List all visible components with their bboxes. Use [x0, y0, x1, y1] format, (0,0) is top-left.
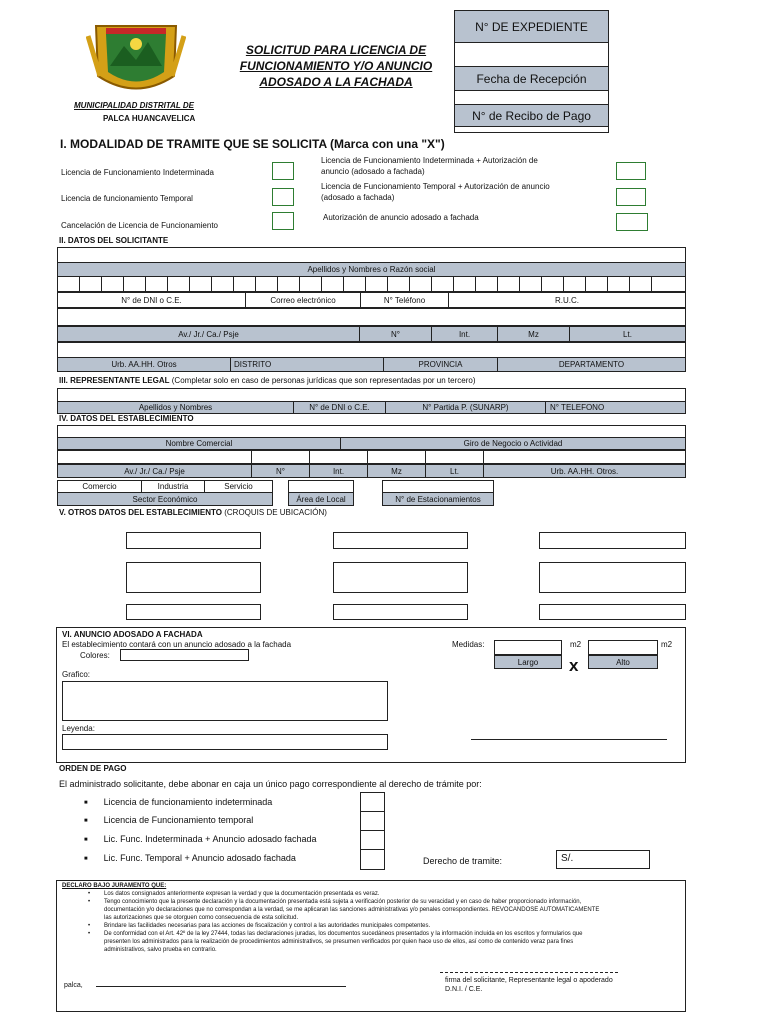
- croquis-box[interactable]: [333, 604, 468, 620]
- section5-title: [59, 508, 327, 517]
- declaration-line: Tengo conocimiento que la presente declaración y la documentación presentada está sujeta a verificación posterior de su veracidad y en caso de haber proporcionado información,: [104, 899, 582, 905]
- option-label: Licencia de funcionamiento Temporal: [61, 194, 193, 203]
- rep-phone-label: N° TELEFONO: [550, 403, 605, 412]
- croquis-box[interactable]: [539, 532, 686, 549]
- est-mz-label: Mz: [368, 465, 426, 477]
- signature-caption-dni: D.N.I. / C.E.: [445, 986, 483, 993]
- payment-item-label: Lic. Func. Indeterminada + Anuncio adosado fachada: [103, 834, 317, 844]
- declaration-line: Brindare las facilidades necesarias para las acciones de fiscalización y control a las autoridades municipales competentes.: [104, 923, 431, 929]
- province-label: PROVINCIA: [384, 358, 498, 371]
- section1-title: I. MODALIDAD DE TRAMITE QUE SE SOLICITA (Marca con una "X"): [60, 137, 445, 151]
- field-cell[interactable]: [58, 451, 252, 463]
- rep-dni-label: N° de DNI o C.E.: [294, 402, 386, 413]
- digit-cell[interactable]: [476, 277, 498, 291]
- bullet: •: [87, 931, 91, 937]
- est-int-label: Int.: [310, 465, 368, 477]
- est-address-label: Av./ Jr./ Ca./ Psje: [58, 465, 252, 477]
- payment-item: [84, 834, 317, 844]
- croquis-box[interactable]: [333, 562, 468, 593]
- section3-heading: III. REPRESENTANTE LEGAL: [59, 376, 170, 385]
- payment-item-label: Licencia de Funcionamiento temporal: [103, 815, 254, 825]
- title-line: FUNCIONAMIENTO Y/O ANUNCIO: [239, 59, 433, 73]
- place-label: palca,: [64, 982, 83, 989]
- num-label: N°: [360, 327, 432, 341]
- field-cell[interactable]: [368, 451, 426, 463]
- sector-comercio[interactable]: Comercio: [58, 481, 142, 492]
- applicant-contact-header: [57, 292, 686, 308]
- municipal-seal: [86, 16, 186, 98]
- digit-cell[interactable]: [256, 277, 278, 291]
- option-label-line: anuncio (adosado a fachada): [321, 167, 425, 176]
- field-cell[interactable]: [426, 451, 484, 463]
- recibo-pago-field[interactable]: [455, 127, 608, 133]
- parking-label-box: [382, 492, 494, 506]
- digit-cell[interactable]: [652, 277, 685, 291]
- digit-cell[interactable]: [388, 277, 410, 291]
- declaration-item: [74, 898, 682, 922]
- area-label-box: [288, 492, 354, 506]
- grafico-field[interactable]: [62, 681, 388, 721]
- bullet: •: [87, 891, 91, 897]
- option-label-line: (adosado a fachada): [321, 193, 395, 202]
- sector-servicio[interactable]: Servicio: [224, 482, 253, 491]
- sector-industria[interactable]: Industria: [142, 481, 205, 492]
- digit-cell[interactable]: [278, 277, 300, 291]
- digit-cell[interactable]: [520, 277, 542, 291]
- colores-label: Colores:: [80, 651, 110, 660]
- section5-note: (CROQUIS DE UBICACIÓN): [224, 508, 327, 517]
- dni-digit-cells[interactable]: [57, 276, 686, 292]
- option-checkbox[interactable]: [616, 188, 646, 206]
- bullet: ■: [84, 799, 88, 806]
- croquis-box[interactable]: [539, 604, 686, 620]
- address-field[interactable]: [57, 308, 686, 326]
- establishment-address-header: [57, 464, 686, 478]
- bullet: •: [87, 923, 91, 929]
- title-line: SOLICITUD PARA LICENCIA DE: [245, 43, 427, 57]
- location-header: [57, 357, 686, 372]
- times-sign: x: [569, 656, 579, 675]
- bullet: ■: [84, 855, 88, 862]
- declaration-item: [74, 890, 682, 898]
- district-label: DISTRITO: [231, 358, 384, 371]
- municipality-name: MUNICIPALIDAD DISTRITAL DE: [74, 101, 194, 110]
- area-label: Área de Local: [296, 494, 346, 504]
- declaration-item: [74, 922, 682, 930]
- croquis-box[interactable]: [126, 532, 261, 549]
- m2-unit: m2: [661, 640, 673, 649]
- payment-checkbox[interactable]: [360, 849, 385, 870]
- rep-header: [57, 401, 686, 414]
- option-label: [321, 155, 538, 177]
- option-checkbox[interactable]: [616, 213, 648, 231]
- signature-line: [440, 972, 618, 973]
- payment-item: [84, 815, 253, 825]
- section5-heading: V. OTROS DATOS DEL ESTABLECIMIENTO: [59, 508, 222, 517]
- digit-cell[interactable]: [212, 277, 234, 291]
- option-checkbox[interactable]: [616, 162, 646, 180]
- department-label: DEPARTAMENTO: [558, 360, 625, 369]
- section4-title: IV. DATOS DEL ESTABLECIMIENTO: [59, 414, 194, 423]
- payment-item: [84, 853, 296, 863]
- option-label-line: Licencia de Funcionamiento Indeterminada + Autorización de: [321, 156, 538, 165]
- sector-label: [57, 492, 273, 506]
- expediente-label: N° DE EXPEDIENTE: [455, 11, 608, 43]
- field-cell[interactable]: [252, 451, 310, 463]
- section3-title: [59, 376, 476, 385]
- croquis-box[interactable]: [126, 604, 261, 620]
- bullet: ■: [84, 817, 88, 824]
- phone-label: N° Teléfono: [361, 293, 449, 307]
- digit-cell[interactable]: [454, 277, 476, 291]
- digit-cell[interactable]: [124, 277, 146, 291]
- croquis-box[interactable]: [126, 562, 261, 593]
- alto-field[interactable]: [588, 640, 658, 655]
- payment-item-label: Licencia de funcionamiento indeterminada: [103, 797, 273, 807]
- option-label: Cancelación de Licencia de Funcionamiento: [61, 221, 218, 230]
- location-field[interactable]: [57, 342, 686, 358]
- est-urb-label: Urb. AA.HH. Otros.: [550, 466, 619, 476]
- digit-cell[interactable]: [168, 277, 190, 291]
- declaration-list: [74, 890, 682, 954]
- mz-label: Mz: [498, 327, 570, 341]
- payment-intro: El administrado solicitante, debe abonar en caja un único pago correspondiente al derecho de trámite por:: [59, 779, 482, 789]
- office-use-box: [454, 10, 609, 133]
- section2-title: II. DATOS DEL SOLICITANTE: [59, 236, 169, 245]
- alto-label: Alto: [616, 657, 630, 667]
- dni-label: N° de DNI o C.E.: [58, 293, 246, 307]
- email-label: Correo electrónico: [246, 293, 361, 307]
- m2-unit: m2: [570, 640, 582, 649]
- leyenda-label: Leyenda:: [62, 724, 95, 733]
- est-num-label: N°: [252, 465, 310, 477]
- recibo-pago-label: N° de Recibo de Pago: [455, 105, 608, 127]
- rep-partida-label: N° Partida P. (SUNARP): [386, 402, 546, 413]
- establishment-header: [57, 437, 686, 450]
- declaration-line: documentación y/o declaraciones que no correspondan a la verdad, se me aplicaran las sanciones administrativas y/o penales correspondientes. REVOCANDOSE AUTOMATICAMENTE: [104, 907, 600, 913]
- colores-field[interactable]: [120, 649, 249, 661]
- digit-cell[interactable]: [300, 277, 322, 291]
- declaration-line: las autorizaciones que se otorguen como consecuencia de esta solicitud.: [104, 915, 299, 921]
- section3-note: (Completar solo en caso de personas jurídicas que son representadas por un tercero): [171, 376, 476, 385]
- digit-cell[interactable]: [146, 277, 168, 291]
- parking-label: N° de Estacionamientos: [395, 494, 481, 504]
- address-label: Av./ Jr./ Ca./ Psje: [58, 327, 360, 341]
- option-checkbox[interactable]: [272, 188, 294, 206]
- medidas-label: Medidas:: [452, 640, 485, 649]
- leyenda-field[interactable]: [62, 734, 388, 750]
- digit-cell[interactable]: [608, 277, 630, 291]
- rep-names-label: Apellidos y Nombres: [58, 402, 294, 413]
- municipality-place: PALCA HUANCAVELICA: [103, 114, 196, 123]
- option-checkbox[interactable]: [272, 162, 294, 180]
- digit-cell[interactable]: [80, 277, 102, 291]
- declaration-item: [74, 930, 682, 954]
- largo-label: Largo: [517, 657, 539, 667]
- declaration-title: DECLARO BAJO JURAMENTO QUE:: [62, 883, 167, 889]
- digit-cell[interactable]: [366, 277, 388, 291]
- grafico-label: Grafico:: [62, 670, 91, 679]
- digit-cell[interactable]: [542, 277, 564, 291]
- signature-caption: firma del solicitante, Representante legal o apoderado: [445, 977, 613, 984]
- payment-checkbox[interactable]: [360, 830, 385, 850]
- digit-cell[interactable]: [102, 277, 124, 291]
- payment-title: ORDEN DE PAGO: [59, 764, 127, 773]
- names-label: Apellidos y Nombres o Razón social: [307, 265, 436, 274]
- rep-field[interactable]: [57, 388, 686, 402]
- option-checkbox[interactable]: [272, 212, 294, 230]
- declaration-line: administrativos, salvo prueba en contrario.: [104, 947, 217, 953]
- digit-cell[interactable]: [498, 277, 520, 291]
- bullet: •: [87, 899, 91, 905]
- applicant-name-header: [57, 262, 686, 277]
- bullet: ■: [84, 836, 88, 843]
- croquis-box[interactable]: [539, 562, 686, 593]
- payment-checkbox[interactable]: [360, 792, 385, 812]
- field-cell[interactable]: [484, 451, 685, 463]
- form-title: [228, 42, 444, 90]
- digit-cell[interactable]: [322, 277, 344, 291]
- fee-label: Derecho de tramite:: [423, 856, 503, 866]
- digit-cell[interactable]: [344, 277, 366, 291]
- digit-cell[interactable]: [410, 277, 432, 291]
- digit-cell[interactable]: [190, 277, 212, 291]
- largo-label-box: [494, 655, 562, 669]
- address-header: [57, 326, 686, 342]
- sector-economico-label: Sector Económico: [132, 494, 198, 504]
- payment-item: [84, 797, 272, 807]
- date-line: [96, 986, 346, 987]
- fecha-recepcion-label: Fecha de Recepción: [455, 67, 608, 91]
- option-label: [321, 181, 550, 203]
- business-label: Giro de Negocio o Actividad: [463, 439, 563, 448]
- option-label: Licencia de Funcionamiento Indeterminada: [61, 168, 214, 177]
- lt-label: Lt.: [623, 329, 632, 339]
- declaration-line: presenten los administrados para la realización de procedimientos administrativos, se presumen verificados por quien hace uso de ellos, así como de contenido veraz para fines: [104, 939, 574, 945]
- declaration-line: De conformidad con el Art. 42º de la ley 27444, todas las declaraciones juradas, los documentos sucedáneos presentados y la información incluida en los escritos y formularios que: [104, 931, 583, 937]
- digit-cell[interactable]: [432, 277, 454, 291]
- largo-field[interactable]: [494, 640, 562, 655]
- croquis-box[interactable]: [333, 532, 468, 549]
- digit-cell[interactable]: [234, 277, 256, 291]
- establishment-address-field[interactable]: [57, 450, 686, 464]
- trade-name-label: Nombre Comercial: [58, 438, 341, 449]
- field-cell[interactable]: [310, 451, 368, 463]
- section6-subtitle: El establecimiento contará con un anuncio adosado a la fachada: [62, 640, 292, 649]
- signature-line: [471, 739, 667, 740]
- option-label: Autorización de anuncio adosado a fachada: [323, 213, 479, 222]
- fee-value: S/.: [561, 853, 574, 864]
- section6-title: VI. ANUNCIO ADOSADO A FACHADA: [62, 630, 203, 639]
- payment-item-label: Lic. Func. Temporal + Anuncio adosado fachada: [103, 853, 296, 863]
- digit-cell[interactable]: [586, 277, 608, 291]
- digit-cell[interactable]: [630, 277, 652, 291]
- expediente-field[interactable]: [455, 43, 608, 67]
- payment-checkbox[interactable]: [360, 811, 385, 831]
- title-line: ADOSADO A LA FACHADA: [259, 75, 413, 89]
- ruc-label: R.U.C.: [555, 295, 579, 305]
- urb-label: Urb. AA.HH. Otros: [58, 358, 231, 371]
- alto-label-box: [588, 655, 658, 669]
- declaration-line: Los datos consignados anteriormente expresan la verdad y que la documentación presentada es veraz.: [104, 891, 380, 897]
- option-label-line: Licencia de Funcionamiento Temporal + Autorización de anuncio: [321, 182, 550, 191]
- digit-cell[interactable]: [58, 277, 80, 291]
- applicant-name-field[interactable]: [57, 247, 686, 263]
- fecha-recepcion-field[interactable]: [455, 91, 608, 105]
- est-lt-label: Lt.: [426, 465, 484, 477]
- int-label: Int.: [432, 327, 498, 341]
- digit-cell[interactable]: [564, 277, 586, 291]
